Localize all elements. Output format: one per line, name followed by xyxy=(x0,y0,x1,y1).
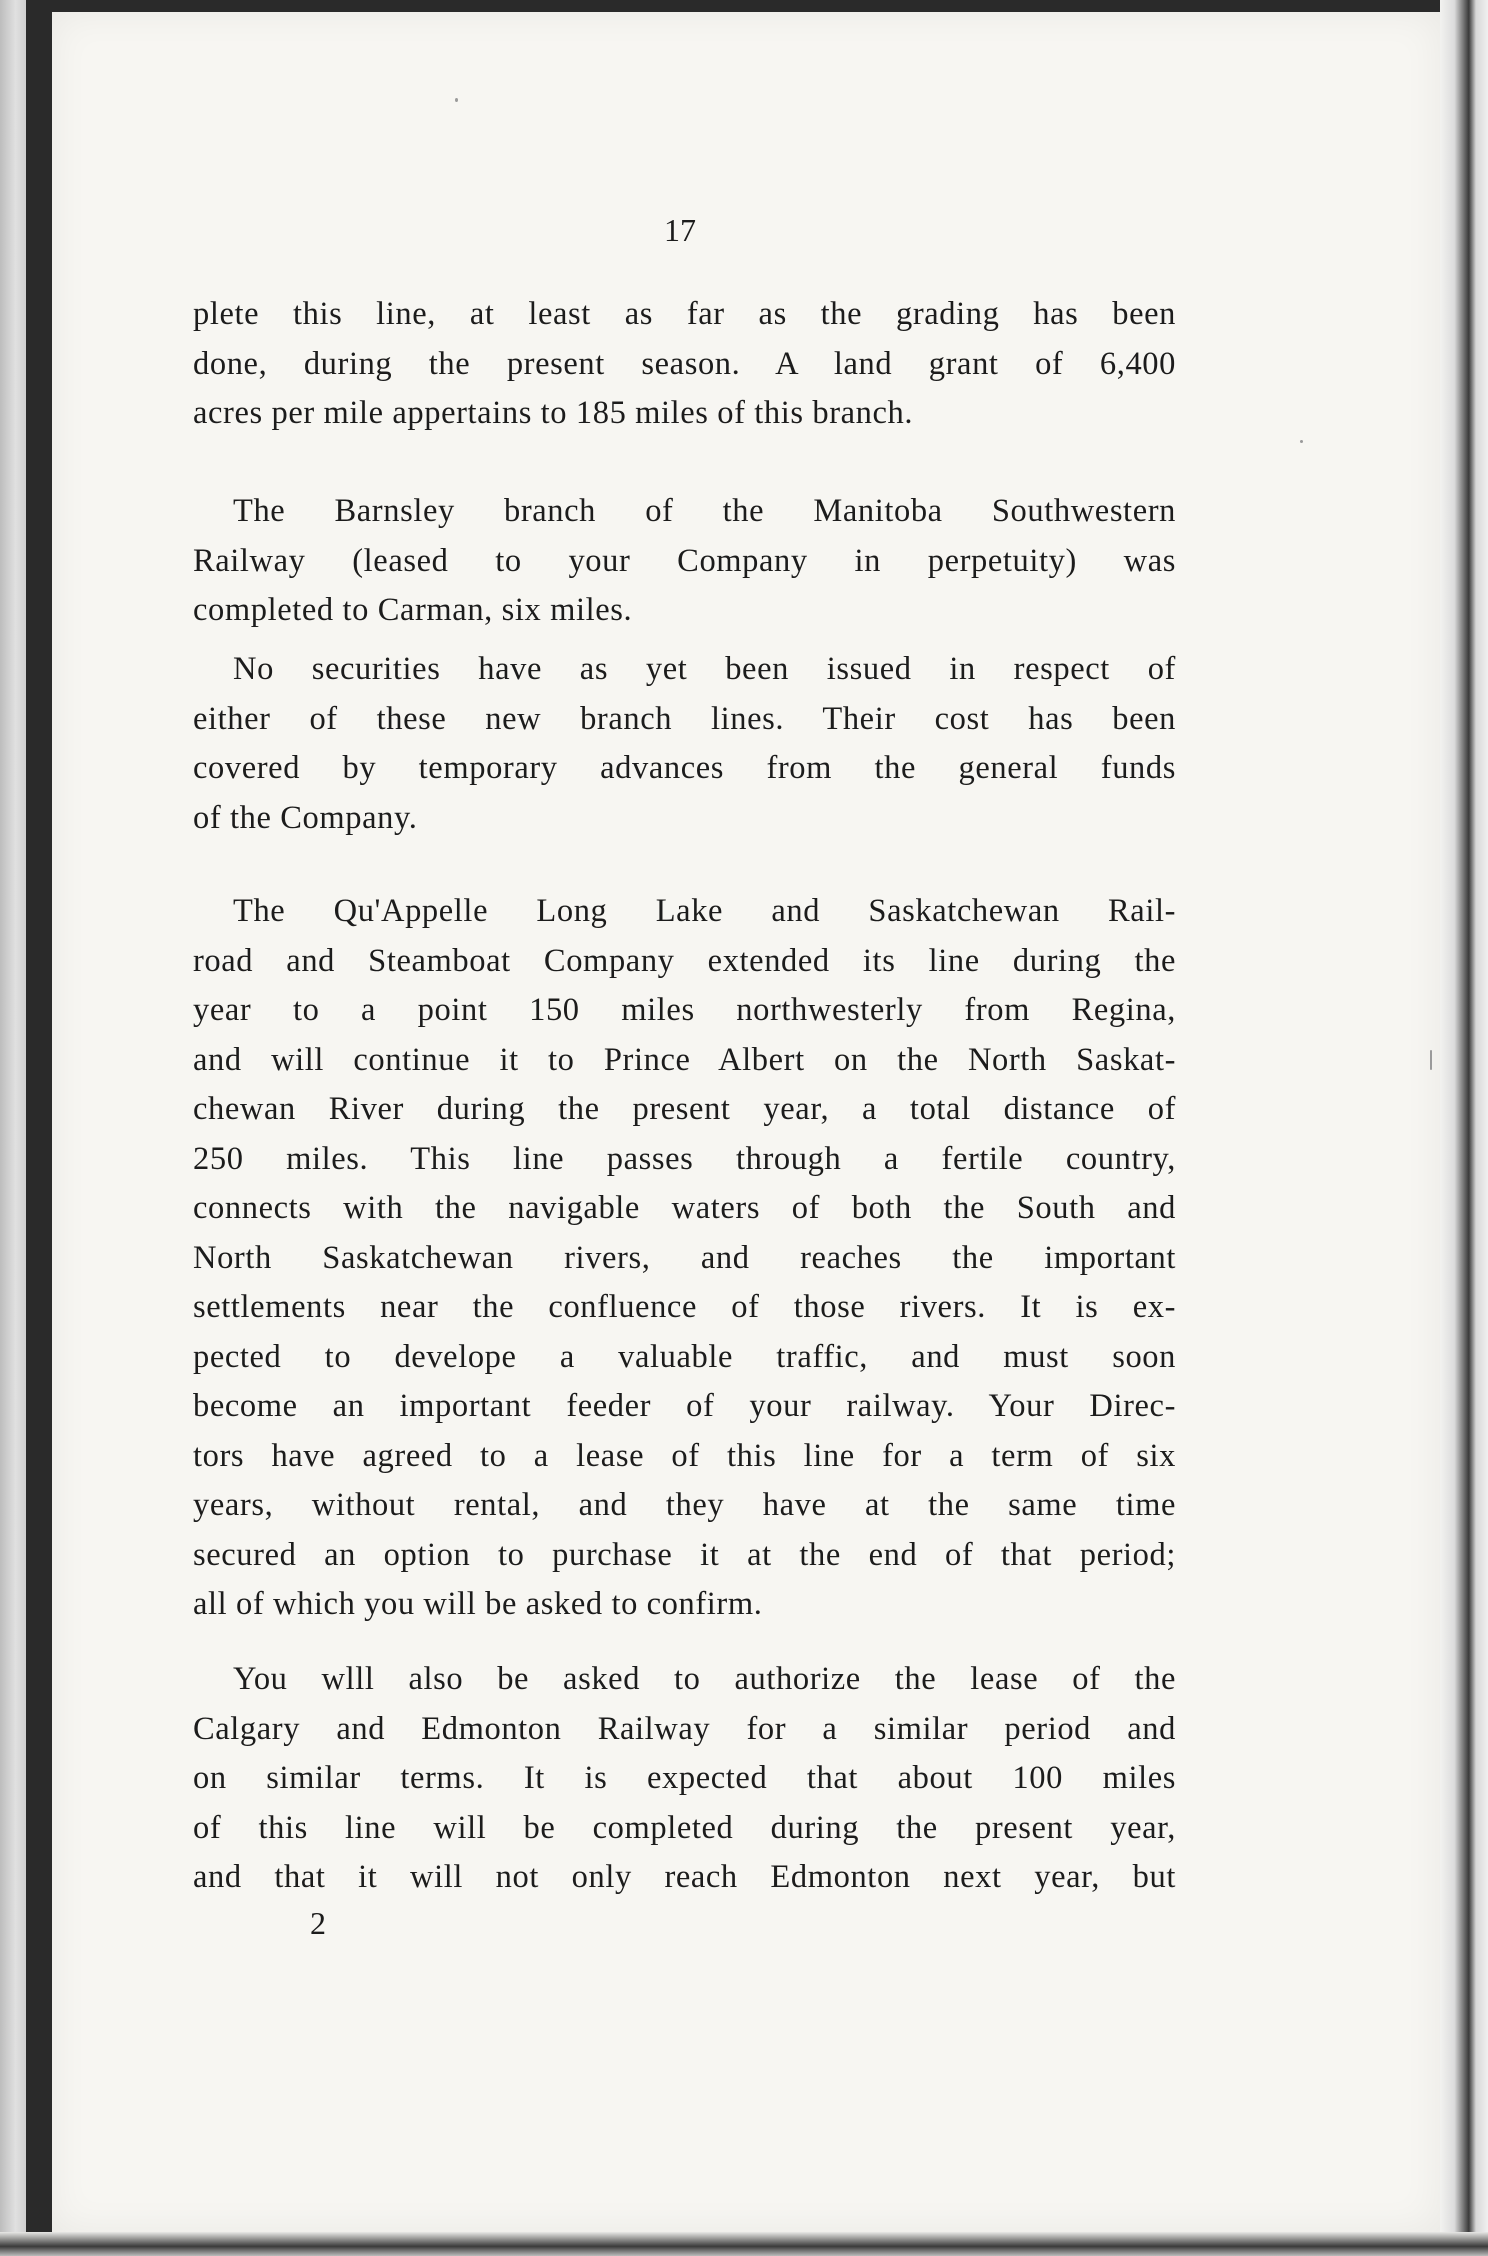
text-line: 250 miles. This line passes through a fertile country, xyxy=(193,1140,1176,1177)
text-line: You wlll also be asked to authorize the lease of the xyxy=(233,1661,1176,1697)
text-line: The Barnsley branch of the Manitoba Southwestern xyxy=(233,493,1176,529)
page-number: 17 xyxy=(664,212,696,248)
text-line: North Saskatchewan rivers, and reaches the important xyxy=(193,1239,1176,1276)
text-line: Calgary and Edmonton Railway for a similar period and xyxy=(193,1710,1176,1747)
text-line: and will continue it to Prince Albert on the North Saskat- xyxy=(193,1041,1176,1078)
text-line: road and Steamboat Company extended its line during the xyxy=(193,942,1176,979)
paragraph-2 xyxy=(193,487,1176,636)
text-line: chewan River during the present year, a total distance of xyxy=(193,1091,1176,1127)
book-fore-edge xyxy=(1440,0,1488,2256)
paper-speck xyxy=(455,98,458,102)
paragraph-3 xyxy=(193,645,1176,843)
paragraph-4 xyxy=(193,887,1176,1630)
text-line: completed to Carman, six miles. xyxy=(193,592,633,628)
text-line: secured an option to purchase it at the end of that period; xyxy=(193,1536,1176,1573)
text-line: of this line will be completed during the present year, xyxy=(193,1809,1176,1846)
paper-speck xyxy=(1430,1050,1432,1070)
text-line: of the Company. xyxy=(193,799,418,836)
text-line: Railway (leased to your Company in perpetuity) was xyxy=(193,542,1176,579)
text-line: all of which you will be asked to confirm. xyxy=(193,1586,763,1622)
text-line: connects with the navigable waters of both the South and xyxy=(193,1190,1176,1226)
text-line: covered by temporary advances from the general funds xyxy=(193,750,1176,786)
text-line: years, without rental, and they have at the same time xyxy=(193,1487,1176,1523)
text-line: acres per mile appertains to 185 miles of this branch. xyxy=(193,395,914,431)
text-line: settlements near the confluence of those rivers. It is ex- xyxy=(193,1289,1176,1325)
text-line: tors have agreed to a lease of this line for a term of six xyxy=(193,1437,1176,1474)
paragraph-1 xyxy=(193,290,1176,439)
text-line: pected to develope a valuable traffic, and must soon xyxy=(193,1338,1176,1375)
book-spine-edge xyxy=(0,0,26,2256)
text-line: No securities have as yet been issued in respect of xyxy=(233,651,1176,687)
text-line: plete this line, at least as far as the grading has been xyxy=(193,296,1176,332)
text-line: The Qu'Appelle Long Lake and Saskatchewan Rail- xyxy=(233,893,1176,929)
paragraph-5 xyxy=(193,1655,1176,1903)
paper-speck xyxy=(1300,440,1303,443)
text-line: either of these new branch lines. Their cost has been xyxy=(193,700,1176,737)
text-line: on similar terms. It is expected that about 100 miles xyxy=(193,1760,1176,1796)
text-line: become an important feeder of your railway. Your Direc- xyxy=(193,1388,1176,1424)
text-line: year to a point 150 miles northwesterly from Regina, xyxy=(193,992,1176,1028)
text-line: and that it will not only reach Edmonton next year, but xyxy=(193,1859,1176,1895)
text-line: done, during the present season. A land grant of 6,400 xyxy=(193,345,1176,382)
book-bottom-edge xyxy=(0,2232,1488,2256)
signature-mark: 2 xyxy=(310,1905,326,1941)
